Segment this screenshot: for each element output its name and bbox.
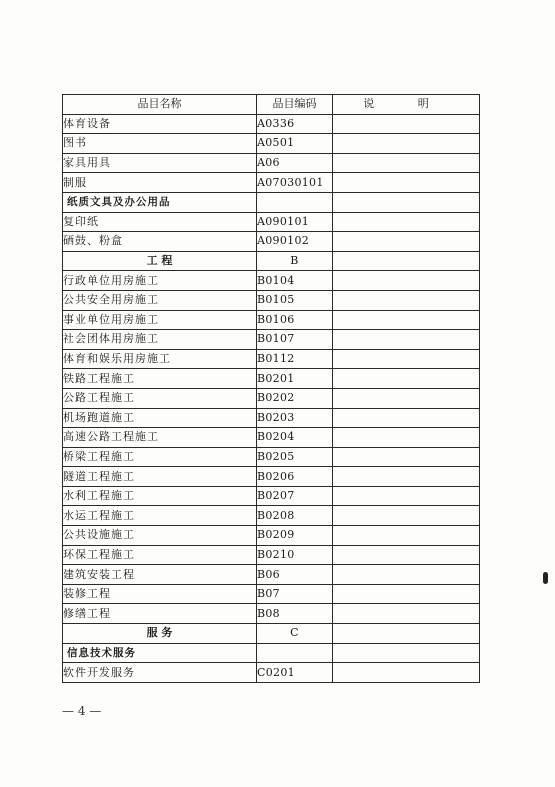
- table-row: [63, 545, 480, 565]
- item-name-cell: 图书: [63, 134, 257, 154]
- item-name-cell: 装修工程: [63, 584, 257, 604]
- category-name-cell: 信息技术服务: [63, 643, 257, 663]
- table-row: [63, 388, 480, 408]
- table-row: [63, 251, 480, 271]
- table-row: [63, 369, 480, 389]
- item-code-cell: B06: [257, 565, 333, 585]
- table-row: [63, 643, 480, 663]
- description-cell: [333, 565, 480, 585]
- item-code-cell: C0201: [257, 663, 333, 683]
- description-cell: [333, 330, 480, 350]
- table-row: [63, 447, 480, 467]
- table-row: [63, 467, 480, 487]
- item-name-cell: 硒鼓、粉盒: [63, 232, 257, 252]
- table-row: [63, 212, 480, 232]
- item-code-cell: B0209: [257, 526, 333, 546]
- item-code-cell: B0112: [257, 349, 333, 369]
- item-code-cell: B0107: [257, 330, 333, 350]
- item-name-cell: 制服: [63, 173, 257, 193]
- description-cell: [333, 271, 480, 291]
- item-code-cell: B0210: [257, 545, 333, 565]
- item-name-cell: 铁路工程施工: [63, 369, 257, 389]
- item-code-cell: B0208: [257, 506, 333, 526]
- table-row: [63, 584, 480, 604]
- table-row: [63, 526, 480, 546]
- item-name-cell: 水利工程施工: [63, 486, 257, 506]
- item-name-cell: 复印纸: [63, 212, 257, 232]
- item-code-cell: B0201: [257, 369, 333, 389]
- description-cell: [333, 251, 480, 271]
- description-cell: [333, 624, 480, 644]
- header-item-name: 品目名称: [63, 95, 257, 115]
- table-row: [63, 330, 480, 350]
- header-description: 说 明: [333, 95, 480, 115]
- item-name-cell: 机场跑道施工: [63, 408, 257, 428]
- description-cell: [333, 506, 480, 526]
- description-cell: [333, 369, 480, 389]
- item-name-cell: 修缮工程: [63, 604, 257, 624]
- item-name-cell: 公共安全用房施工: [63, 290, 257, 310]
- item-code-cell: C: [257, 624, 333, 644]
- description-cell: [333, 349, 480, 369]
- table-row: [63, 192, 480, 212]
- description-cell: [333, 310, 480, 330]
- table-row: [63, 290, 480, 310]
- item-code-cell: A06: [257, 153, 333, 173]
- item-name-cell: 隧道工程施工: [63, 467, 257, 487]
- description-cell: [333, 486, 480, 506]
- description-cell: [333, 134, 480, 154]
- item-code-cell: B07: [257, 584, 333, 604]
- item-code-cell: A090102: [257, 232, 333, 252]
- table-row: [63, 624, 480, 644]
- item-code-cell: B0204: [257, 428, 333, 448]
- description-cell: [333, 388, 480, 408]
- item-name-cell: 软件开发服务: [63, 663, 257, 683]
- item-name-cell: 体育设备: [63, 114, 257, 134]
- item-code-cell: A0501: [257, 134, 333, 154]
- section-name-cell: 服 务: [63, 624, 257, 644]
- table-row: [63, 349, 480, 369]
- table-row: [63, 565, 480, 585]
- table-row: [63, 153, 480, 173]
- table-row: [63, 428, 480, 448]
- table-body: [63, 114, 480, 682]
- item-name-cell: 社会团体用房施工: [63, 330, 257, 350]
- item-code-cell: B: [257, 251, 333, 271]
- description-cell: [333, 114, 480, 134]
- item-code-cell: B0202: [257, 388, 333, 408]
- category-name-cell: 纸质文具及办公用品: [63, 192, 257, 212]
- table-row: [63, 134, 480, 154]
- item-name-cell: 公路工程施工: [63, 388, 257, 408]
- item-code-cell: B0207: [257, 486, 333, 506]
- description-cell: [333, 428, 480, 448]
- section-name-cell: 工 程: [63, 251, 257, 271]
- header-item-code: 品目编码: [257, 95, 333, 115]
- description-cell: [333, 173, 480, 193]
- item-code-cell: [257, 643, 333, 663]
- description-cell: [333, 232, 480, 252]
- item-name-cell: 公共设施施工: [63, 526, 257, 546]
- table-row: [63, 486, 480, 506]
- item-name-cell: 环保工程施工: [63, 545, 257, 565]
- item-name-cell: 高速公路工程施工: [63, 428, 257, 448]
- item-code-cell: B0106: [257, 310, 333, 330]
- table-header-row: [63, 95, 480, 115]
- item-name-cell: 家具用具: [63, 153, 257, 173]
- description-cell: [333, 290, 480, 310]
- table-row: [63, 604, 480, 624]
- scan-mark: [543, 572, 548, 584]
- procurement-catalog-table: [62, 94, 480, 683]
- table-row: [63, 506, 480, 526]
- description-cell: [333, 408, 480, 428]
- table-row: [63, 271, 480, 291]
- description-cell: [333, 545, 480, 565]
- item-code-cell: [257, 192, 333, 212]
- table-row: [63, 173, 480, 193]
- description-cell: [333, 467, 480, 487]
- description-cell: [333, 212, 480, 232]
- page-number: — 4 —: [62, 704, 102, 718]
- item-code-cell: A090101: [257, 212, 333, 232]
- item-code-cell: B0105: [257, 290, 333, 310]
- item-code-cell: B08: [257, 604, 333, 624]
- item-name-cell: 建筑安装工程: [63, 565, 257, 585]
- item-name-cell: 事业单位用房施工: [63, 310, 257, 330]
- item-name-cell: 桥梁工程施工: [63, 447, 257, 467]
- description-cell: [333, 584, 480, 604]
- table-row: [63, 408, 480, 428]
- description-cell: [333, 192, 480, 212]
- item-code-cell: B0203: [257, 408, 333, 428]
- description-cell: [333, 153, 480, 173]
- table-row: [63, 310, 480, 330]
- description-cell: [333, 526, 480, 546]
- description-cell: [333, 663, 480, 683]
- item-code-cell: B0205: [257, 447, 333, 467]
- table-row: [63, 663, 480, 683]
- description-cell: [333, 604, 480, 624]
- item-code-cell: A07030101: [257, 173, 333, 193]
- description-cell: [333, 643, 480, 663]
- item-code-cell: B0206: [257, 467, 333, 487]
- item-code-cell: B0104: [257, 271, 333, 291]
- description-cell: [333, 447, 480, 467]
- item-name-cell: 体育和娱乐用房施工: [63, 349, 257, 369]
- table-row: [63, 114, 480, 134]
- table-row: [63, 232, 480, 252]
- item-name-cell: 水运工程施工: [63, 506, 257, 526]
- item-code-cell: A0336: [257, 114, 333, 134]
- item-name-cell: 行政单位用房施工: [63, 271, 257, 291]
